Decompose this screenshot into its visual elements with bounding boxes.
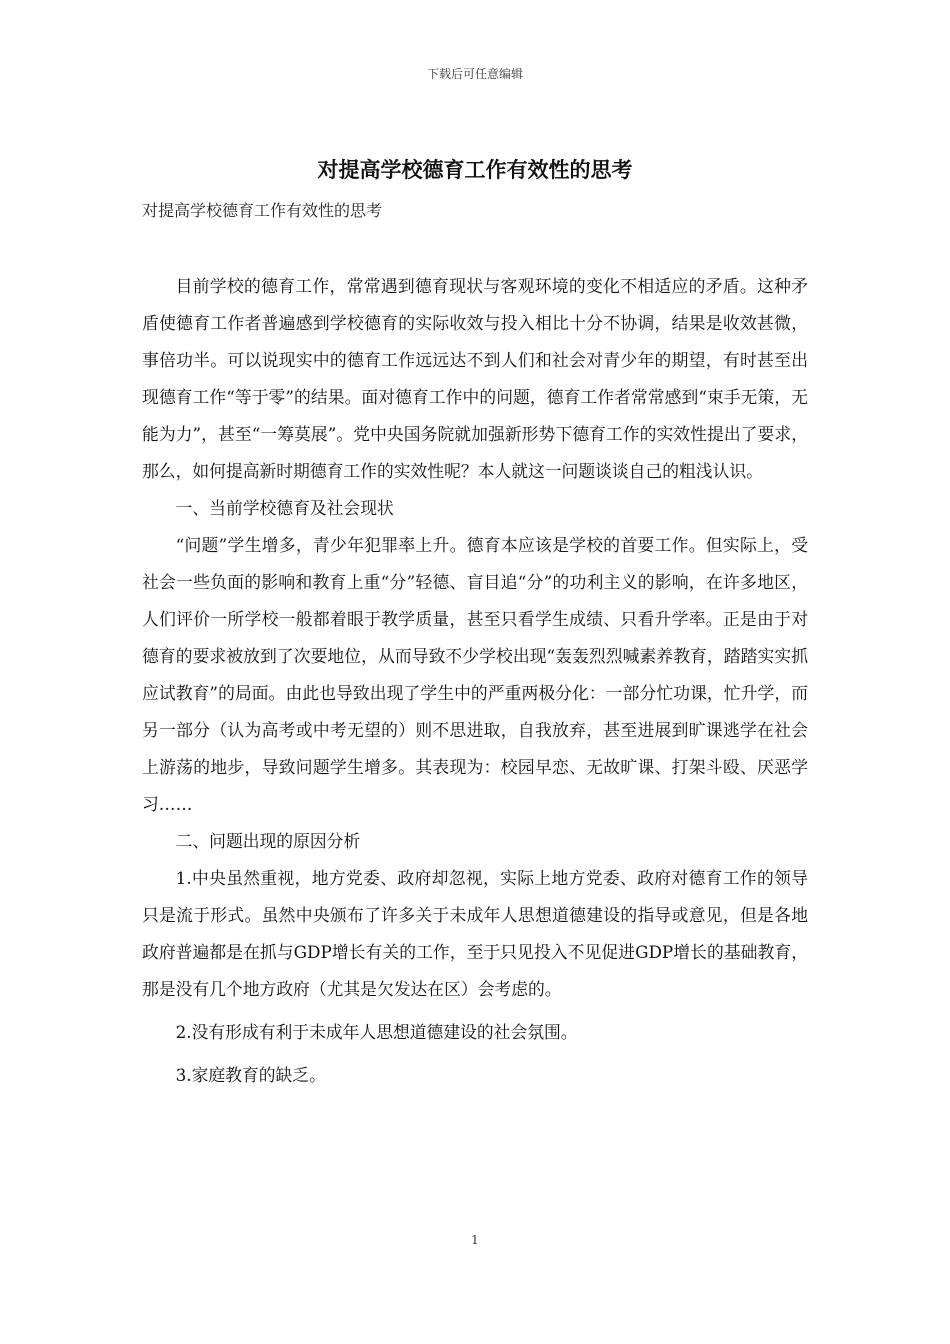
paragraph-cause-1: 1.中央虽然重视，地方党委、政府却忽视，实际上地方党委、政府对德育工作的领导只是流于形式。虽然中央颁布了许多关于未成年人思想道德建设的指导或意见，但是各地政府普遍都是在抓与GDP增长有关的工作，至于只见投入不见促进GDP增长的基础教育，那是没有几个地方政府（尤其是欠发达在区）会考虑的。 bbox=[142, 868, 808, 999]
page-header-note: 下载后可任意编辑 bbox=[426, 67, 523, 81]
paragraph-cause-2: 2.没有形成有利于未成年人思想道德建设的社会氛围。 bbox=[175, 1022, 578, 1042]
paragraph-current-status: “问题”学生增多，青少年犯罪率上升。德育本应该是学校的首要工作。但实际上，受社会一些负面的影响和教育上重“分”轻德、盲目追“分”的功利主义的影响，在许多地区，人们评价一所学校一般都着眼于教学质量，甚至只看学生成绩、只看升学率。正是由于对德育的要求被放到了次要地位，从而导致不少学校出现“轰轰烈烈喊素养教育，踏踏实实抓应试教育”的局面。由此也导致出现了学生中的严重两极分化：一部分忙功课，忙升学，而另一部分（认为高考或中考无望的）则不思进取，自我放弃，甚至进展到旷课逃学在社会上游荡的地步，导致问题学生增多。其表现为：校园早恋、无故旷课、打架斗殴、厌恶学习…… bbox=[142, 535, 808, 814]
document-title: 对提高学校德育工作有效性的思考 bbox=[317, 157, 633, 182]
paragraph-intro: 目前学校的德育工作，常常遇到德育现状与客观环境的变化不相适应的矛盾。这种矛盾使德育工作者普遍感到学校德育的实际收效与投入相比十分不协调，结果是收效甚微，事倍功半。可以说现实中的德育工作远远达不到人们和社会对青少年的期望，有时甚至出现德育工作“等于零”的结果。面对德育工作中的问题，德育工作者常常感到“束手无策，无能为力”，甚至“一筹莫展”。党中央国务院就加强新形势下德育工作的实效性提出了要求，那么，如何提高新时期德育工作的实效性呢？本人就这一问题谈谈自己的粗浅认识。 bbox=[142, 276, 808, 481]
document-subtitle: 对提高学校德育工作有效性的思考 bbox=[142, 201, 383, 220]
paragraph-cause-3: 3.家庭教育的缺乏。 bbox=[175, 1065, 326, 1085]
section-heading-1: 一、当前学校德育及社会现状 bbox=[175, 498, 394, 518]
section-heading-2: 二、问题出现的原因分析 bbox=[175, 831, 361, 851]
page-number: 1 bbox=[471, 1233, 479, 1247]
document-body bbox=[142, 268, 808, 1094]
